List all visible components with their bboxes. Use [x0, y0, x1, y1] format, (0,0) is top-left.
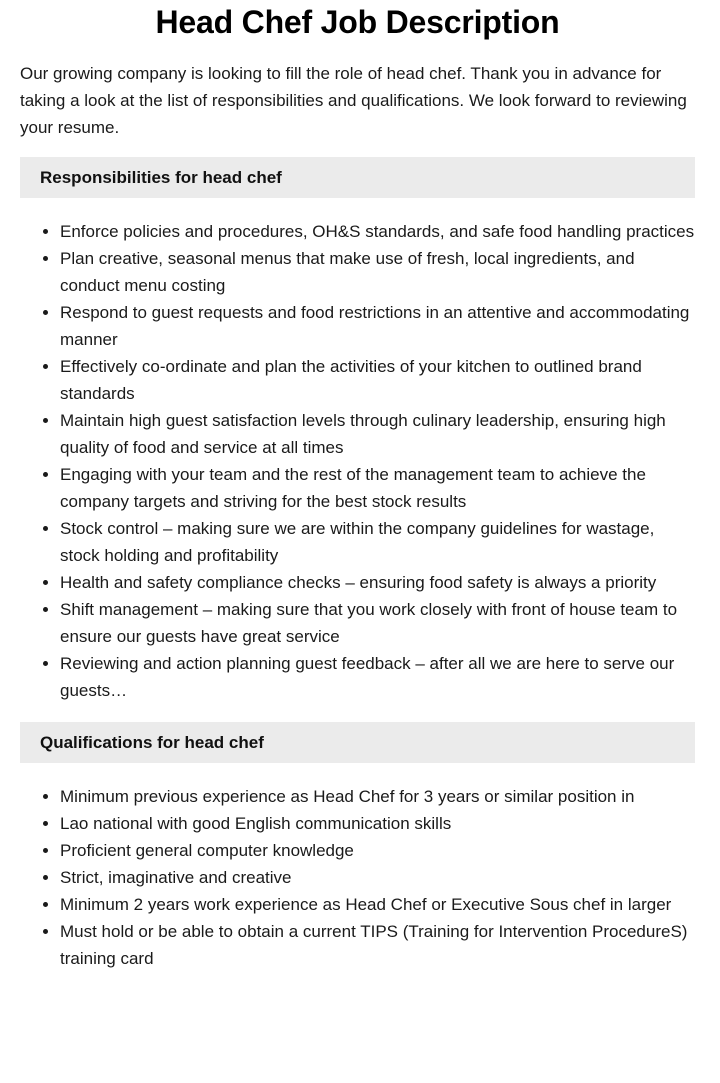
list-item: • Respond to guest requests and food restrictions in an attentive and accommodating manner	[60, 299, 695, 353]
list-item: • Effectively co-ordinate and plan the activities of your kitchen to outlined brand standards	[60, 353, 695, 407]
list-item: • Strict, imaginative and creative	[60, 864, 695, 891]
list-item: • Minimum previous experience as Head Chef for 3 years or similar position in	[60, 783, 695, 810]
list-item: • Proficient general computer knowledge	[60, 837, 695, 864]
list-item: • Must hold or be able to obtain a current TIPS (Training for Intervention ProcedureS) training card	[60, 918, 695, 972]
page-title: Head Chef Job Description	[155, 4, 560, 40]
list-item: • Minimum 2 years work experience as Head Chef or Executive Sous chef in larger	[60, 891, 695, 918]
list-item: • Shift management – making sure that you work closely with front of house team to ensure our guests have great service	[60, 596, 695, 650]
list-item: • Reviewing and action planning guest feedback – after all we are here to serve our guests…	[60, 650, 695, 704]
list-item: • Stock control – making sure we are within the company guidelines for wastage, stock holding and profitability	[60, 515, 695, 569]
list-item: • Maintain high guest satisfaction levels through culinary leadership, ensuring high quality of food and service at all times	[60, 407, 695, 461]
responsibilities-list	[20, 218, 695, 704]
qualifications-heading: Qualifications for head chef	[20, 722, 695, 763]
list-item: • Engaging with your team and the rest of the management team to achieve the company targets and striving for the best stock results	[60, 461, 695, 515]
intro-paragraph: Our growing company is looking to fill the role of head chef. Thank you in advance for taking a look at the list of responsibilities and qualifications. We look forward to reviewing your resume.	[20, 64, 687, 137]
list-item: • Plan creative, seasonal menus that make use of fresh, local ingredients, and conduct menu costing	[60, 245, 695, 299]
qualifications-list	[20, 783, 695, 972]
list-item: • Health and safety compliance checks – ensuring food safety is always a priority	[60, 569, 695, 596]
list-item: • Enforce policies and procedures, OH&S standards, and safe food handling practices	[60, 218, 695, 245]
list-item: • Lao national with good English communication skills	[60, 810, 695, 837]
responsibilities-heading: Responsibilities for head chef	[20, 157, 695, 198]
